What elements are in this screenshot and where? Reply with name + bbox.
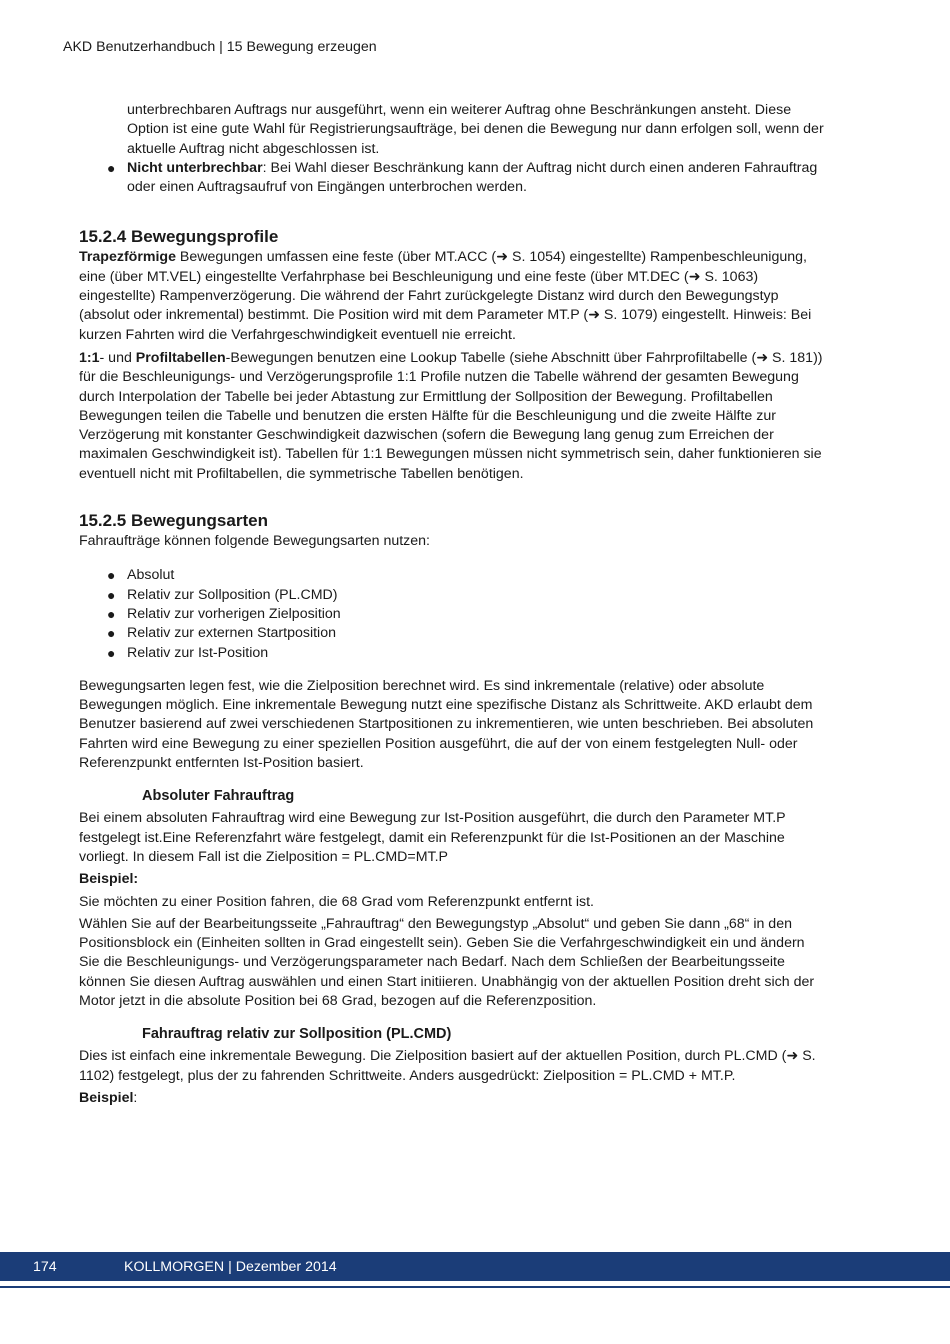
restriction-list	[79, 159, 829, 198]
term-trapezoid: Trapezförmige	[79, 249, 176, 266]
paragraph-text: -Bewegungen benutzen eine Lookup Tabelle (siehe Abschnitt über Fahrprofiltabelle (➜ S. 181)) für die Beschleunigungs- und Verzögerungsprofile 1:1 Profile nutzen die Tabelle während der gesamten Bewegung durch Interpolation der Tabelle bei jeder Abtastung zur Ermittlung der Sollposition der Bewegung. Profiltabellen Bewegungen teilen die Tabelle und benutzen die ersten Hälfte für die Beschleunigung und die zweite Hälfte zur Verzögerung mit konstanter Geschwindigkeit dazwischen (sofern die Bewegung lang genug zum Erreichen der maximalen Geschwindigkeit ist). Tabellen für 1:1 Bewegungen müssen nicht symmetrisch sein, daher funktionieren sie eventuell nicht mit Profiltabellen, die symmetrische Tabellen benötigen.	[79, 349, 823, 482]
bullet-icon: ●	[107, 159, 116, 176]
list-item	[79, 159, 829, 198]
section-heading-profiles: 15.2.4 Bewegungsprofile	[79, 227, 279, 247]
list-item-text: Relativ zur externen Startposition	[127, 625, 336, 642]
subheading-relative-setpoint: Fahrauftrag relativ zur Sollposition (PL.CMD)	[142, 1026, 452, 1043]
list-item	[79, 644, 829, 663]
list-item-text: Relativ zur vorherigen Zielposition	[127, 605, 341, 622]
motion-types-list	[79, 566, 829, 662]
bullet-icon: ●	[107, 644, 116, 661]
list-item-text: Relativ zur Sollposition (PL.CMD)	[127, 586, 338, 603]
trapezoid-paragraph	[79, 248, 829, 344]
list-item-text: Absolut	[127, 567, 175, 584]
bullet-icon: ●	[107, 567, 116, 584]
example-label-text: Beispiel	[79, 1089, 134, 1106]
list-item	[79, 605, 829, 624]
page-number: 174	[33, 1259, 57, 1275]
example-colon: :	[133, 1089, 138, 1106]
bullet-icon: ●	[107, 605, 116, 622]
footer-rule	[0, 1286, 950, 1288]
term-profile-tables: Profiltabellen	[135, 349, 226, 366]
footer-text: KOLLMORGEN | Dezember 2014	[124, 1259, 337, 1275]
paragraph-text: - und	[99, 349, 136, 366]
profile-table-paragraph	[79, 349, 829, 484]
example-label-text: Beispiel:	[79, 871, 139, 888]
example-paragraph: Wählen Sie auf der Bearbeitungsseite „Fahrauftrag“ den Bewegungstyp „Absolut“ und geben Sie dann „68“ in den Positionsblock ein (Einheiten sollten in Grad eingestellt sein). Geben Sie die Verfahrgeschwindigkeit ein und ändern Sie die Beschleunigungs- und Verzögerungsparameter nach Bedarf. Nach dem Schließen der Bearbeitungsseite können Sie diesen Auftrag auswählen und einen Start initiieren. Unabhängig von der aktuellen Position dreht sich der Motor jetzt in die absolute Position bei 68 Grad, bezogen auf die Referenzposition.	[79, 915, 815, 1009]
paragraph-text: Bewegungen umfassen eine feste (über MT.ACC (➜ S. 1054) eingestellte) Rampenbeschleunigung, eine (über MT.VEL) eingestellte Verfahrphase bei Beschleunigung und eine feste (über MT.DEC (➜ S. 1063) eingestellte) Rampenverzögerung. Die während der Fahrt zurückgelegte Distanz wird durch den Bewegungstyp (absolut oder inkremental) bestimmt. Die Position wird mit dem Parameter MT.P (➜ S. 1079) eingestellt. Hinweis: Bei kurzen Fahrten wird die Verfahrgeschwindigkeit eventuell nie erreicht.	[79, 249, 812, 343]
list-item	[79, 566, 829, 585]
example-sentence: Sie möchten zu einer Position fahren, die 68 Grad vom Referenzpunkt entfernt ist.	[79, 893, 594, 910]
bullet-icon: ●	[107, 586, 116, 603]
absolute-paragraph: Bei einem absoluten Fahrauftrag wird eine Bewegung zur Ist-Position ausgeführt, die durch den Parameter MT.P festgelegt ist.Eine Referenzfahrt wäre festgelegt, damit ein Referenzpunkt für die Ist-Positionen an der Maschine vorliegt. In diesem Fall ist die Zielposition = PL.CMD=MT.P	[79, 810, 786, 865]
list-item	[79, 586, 829, 605]
example-label	[79, 870, 829, 889]
continued-paragraph: unterbrechbaren Auftrags nur ausgeführt, wenn ein weiterer Auftrag ohne Beschränkungen ansteht. Diese Option ist eine gute Wahl für Registrierungsaufträge, bei denen die Bewegung nur dann erfolgen soll, wenn der aktuelle Auftrag nicht abgeschlossen ist.	[127, 102, 824, 157]
page-body	[79, 101, 829, 1108]
motion-types-paragraph: Bewegungsarten legen fest, wie die Zielposition berechnet wird. Es sind inkrementale (relative) oder absolute Bewegungen möglich. Eine inkrementale Bewegung nutzt eine spezifische Distanz als Schrittweite. AKD erlaubt dem Benutzer basierend auf zwei verschiedenen Startpositionen zu inkrementieren, wie unten beschrieben. Bei absoluten Fahrten wird eine Bewegung zu einer speziellen Position ausgeführt, die auf der von einem festgelegten Null- oder Referenzpunkt entfernten Ist-Position basiert.	[79, 677, 814, 772]
bullet-text: : Bei Wahl dieser Beschränkung kann der Auftrag nicht durch einen anderen Fahrauftrag oder einen Auftragsaufruf von Eingängen unterbrochen werden.	[127, 159, 818, 196]
footer-bar	[0, 1252, 950, 1281]
motion-types-intro: Fahraufträge können folgende Bewegungsarten nutzen:	[79, 533, 431, 550]
list-item-text: Relativ zur Ist-Position	[127, 644, 269, 661]
relative-paragraph: Dies ist einfach eine inkrementale Bewegung. Die Zielposition basiert auf der aktuellen Position, durch PL.CMD (➜ S. 1102) festgelegt, plus der zu fahrenden Schrittweite. Anders ausgedrückt: Zielposition = PL.CMD + MT.P.	[79, 1048, 816, 1084]
running-header: AKD Benutzerhandbuch | 15 Bewegung erzeugen	[63, 39, 377, 55]
bullet-icon: ●	[107, 625, 116, 642]
section-heading-motion-types: 15.2.5 Bewegungsarten	[79, 511, 268, 531]
subheading-absolute: Absoluter Fahrauftrag	[142, 788, 295, 805]
term-one-to-one: 1:1	[79, 349, 100, 366]
bullet-term: Nicht unterbrechbar	[127, 159, 263, 176]
example-label	[79, 1089, 829, 1108]
list-item	[79, 624, 829, 643]
